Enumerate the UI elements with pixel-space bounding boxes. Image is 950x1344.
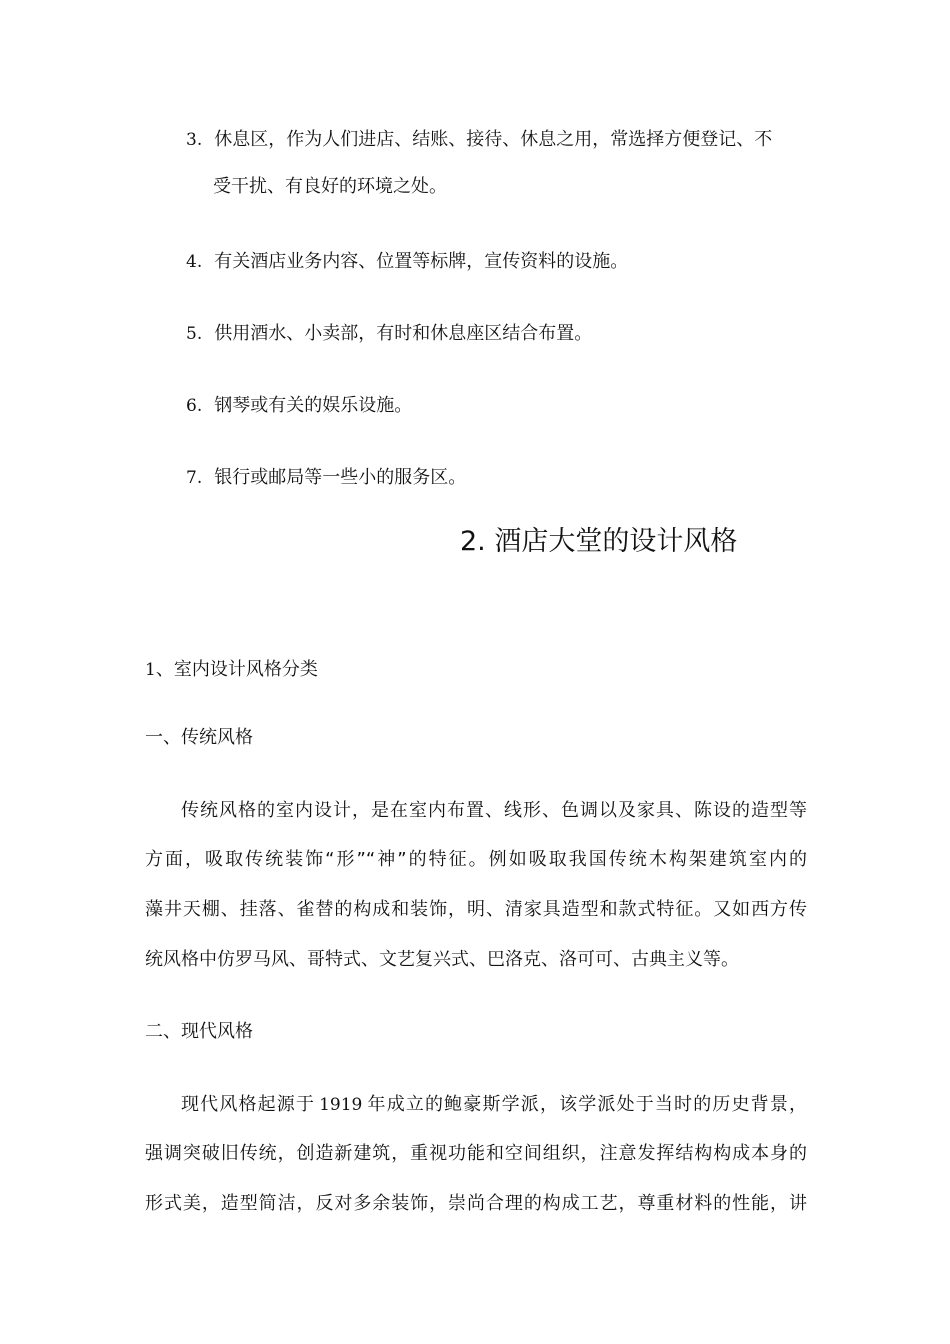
list-text: 休息区，作为人们进店、结账、接待、休息之用，常选择方便登记、不 xyxy=(214,129,773,150)
list-item-7 xyxy=(186,465,466,491)
modern-line-1-post: 年成立的鲍豪斯学派，该学派处于当时的历史背景， xyxy=(366,1094,808,1115)
list-number: 6. xyxy=(186,396,203,416)
list-text: 有关酒店业务内容、位置等标牌，宣传资料的设施。 xyxy=(214,251,629,272)
traditional-line-4: 统风格中仿罗马风、哥特式、文艺复兴式、巴洛克、洛可可、古典主义等。 xyxy=(145,949,739,970)
list-number: 5. xyxy=(186,324,203,344)
traditional-line-2: 方面，吸取传统装饰“形”“神”的特征。例如吸取我国传统木构架建筑室内的 xyxy=(145,849,807,870)
list-text: 供用酒水、小卖部，有时和休息座区结合布置。 xyxy=(214,323,593,344)
list-item-3-continuation: 受干扰、有良好的环境之处。 xyxy=(213,176,447,197)
modern-heading: 二、现代风格 xyxy=(145,1021,253,1042)
modern-line-3: 形式美，造型简洁，反对多余装饰，崇尚合理的构成工艺，尊重材料的性能，讲 xyxy=(145,1193,807,1214)
modern-line-1-pre: 现代风格起源于 xyxy=(181,1094,316,1115)
subsection-number: 1 xyxy=(145,660,156,680)
list-text: 银行或邮局等一些小的服务区。 xyxy=(214,467,467,488)
list-item-4 xyxy=(186,249,628,275)
list-item-6 xyxy=(186,393,412,419)
list-number: 4. xyxy=(186,252,203,272)
list-number: 7. xyxy=(186,468,203,488)
list-item-3 xyxy=(186,127,772,153)
list-item-5 xyxy=(186,321,592,347)
modern-line-1 xyxy=(181,1092,807,1118)
list-text: 钢琴或有关的娱乐设施。 xyxy=(214,395,413,416)
list-number: 3. xyxy=(186,130,203,150)
traditional-line-1: 传统风格的室内设计，是在室内布置、线形、色调以及家具、陈设的造型等 xyxy=(181,800,807,821)
modern-year: 1919 xyxy=(319,1095,363,1115)
traditional-heading: 一、传统风格 xyxy=(145,727,253,748)
subsection-text: 、室内设计风格分类 xyxy=(155,659,318,680)
subsection-title xyxy=(145,657,318,683)
section-heading: 2. 酒店大堂的设计风格 xyxy=(460,526,738,557)
traditional-line-3: 藻井天棚、挂落、雀替的构成和装饰，明、清家具造型和款式特征。又如西方传 xyxy=(145,899,807,920)
modern-line-2: 强调突破旧传统，创造新建筑，重视功能和空间组织，注意发挥结构构成本身的 xyxy=(145,1143,807,1164)
